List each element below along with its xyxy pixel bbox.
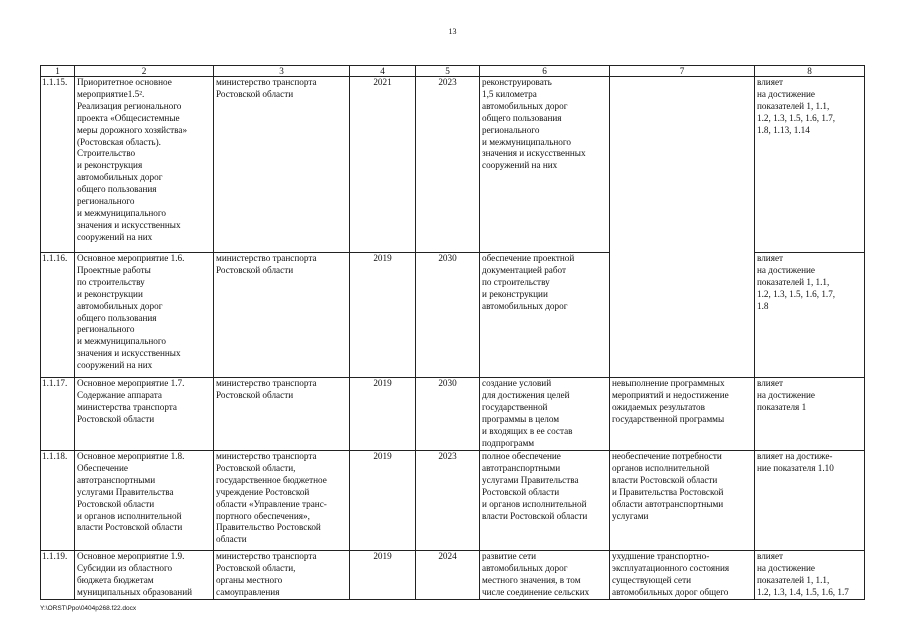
row-number: 1.1.15. [41,77,75,253]
end-year: 2030 [416,253,480,378]
start-year: 2021 [350,77,416,253]
indicator-relation: влияет на достижение показателя 1 [755,378,865,451]
start-year: 2019 [350,253,416,378]
start-year: 2019 [350,451,416,551]
column-number: 2 [75,66,214,77]
executor: министерство транспорта Ростовской области [214,253,350,378]
consequences: ухудшение транспортно- эксплуатационного состояния существующей сети автомобильных дорог общего [610,551,755,600]
column-number-row [41,66,865,77]
row-number: 1.1.16. [41,253,75,378]
column-number: 7 [610,66,755,77]
measure-name: Основное мероприятие 1.8. Обеспечение автотранспортными услугами Правительства Ростовской области и органов исполнительной власти Ростовской области [75,451,214,551]
executor: министерство транспорта Ростовской области [214,378,350,451]
indicator-relation: влияет на достижение показателей 1, 1.1, 1.2, 1.3, 1.5, 1.6, 1.7, 1.8, 1.13, 1.14 [755,77,865,253]
column-number: 5 [416,66,480,77]
table-row [41,551,865,600]
column-number: 3 [214,66,350,77]
executor: министерство транспорта Ростовской области, органы местного самоуправления [214,551,350,600]
consequences: невыполнение программных мероприятий и недостижение ожидаемых результатов государственной программы [610,378,755,451]
indicator-relation: влияет на достиже- ние показателя 1.10 [755,451,865,551]
consequences [610,77,755,253]
expected-result: реконструировать 1,5 километра автомобильных дорог общего пользования регионального и межмуниципального значения и искусственных сооружений на них [480,77,610,253]
indicator-relation: влияет на достижение показателей 1, 1.1, 1.2, 1.3, 1.5, 1.6, 1.7, 1.8 [755,253,865,378]
column-number: 4 [350,66,416,77]
table-row [41,451,865,551]
table-row [41,77,865,253]
expected-result: создание условий для достижения целей государственной программы в целом и входящих в ее состав подпрограмм [480,378,610,451]
start-year: 2019 [350,378,416,451]
executor: министерство транспорта Ростовской области [214,77,350,253]
column-number: 1 [41,66,75,77]
expected-result: полное обеспечение автотранспортными услугами Правительства Ростовской области и органов исполнительной власти Ростовской области [480,451,610,551]
table-row [41,253,865,378]
indicator-relation: влияет на достижение показателей 1, 1.1, 1.2, 1.3, 1.4, 1.5, 1.6, 1.7 [755,551,865,600]
measure-name: Основное мероприятие 1.9. Субсидии из областного бюджета бюджетам муниципальных образований [75,551,214,600]
table-row [41,378,865,451]
expected-result: развитие сети автомобильных дорог местного значения, в том числе соединение сельских [480,551,610,600]
expected-result: обеспечение проектной документацией работ по строительству и реконструкции автомобильных дорог [480,253,610,378]
start-year: 2019 [350,551,416,600]
column-number: 8 [755,66,865,77]
measure-name: Основное мероприятие 1.7. Содержание аппарата министерства транспорта Ростовской области [75,378,214,451]
end-year: 2024 [416,551,480,600]
executor: министерство транспорта Ростовской области, государственное бюджетное учреждение Ростовской области «Управление транс- портного обеспечения», Правительство Ростовской области [214,451,350,551]
end-year: 2023 [416,451,480,551]
consequences: необеспечение потребности органов исполнительной власти Ростовской области и Правительства Ростовской области автотранспортными услугами [610,451,755,551]
row-number: 1.1.18. [41,451,75,551]
row-number: 1.1.17. [41,378,75,451]
file-path-footer: Y:\ORST\Ppo\0404p268.f22.docx [40,605,137,612]
consequences [610,253,755,378]
end-year: 2030 [416,378,480,451]
program-measures-table [40,65,865,600]
column-number: 6 [480,66,610,77]
measure-name: Приоритетное основное мероприятие1.5². Реализация регионального проекта «Общесистемные меры дорожного хозяйства» (Ростовская область). Строительство и реконструкция автомобильных дорог общего пользования регионального и межмуниципального значения и искусственных сооружений на них [75,77,214,253]
page-number: 13 [448,27,457,36]
measure-name: Основное мероприятие 1.6. Проектные работы по строительству и реконструкции автомобильных дорог общего пользования регионального и межмуниципального значения и искусственных сооружений на них [75,253,214,378]
end-year: 2023 [416,77,480,253]
row-number: 1.1.19. [41,551,75,600]
